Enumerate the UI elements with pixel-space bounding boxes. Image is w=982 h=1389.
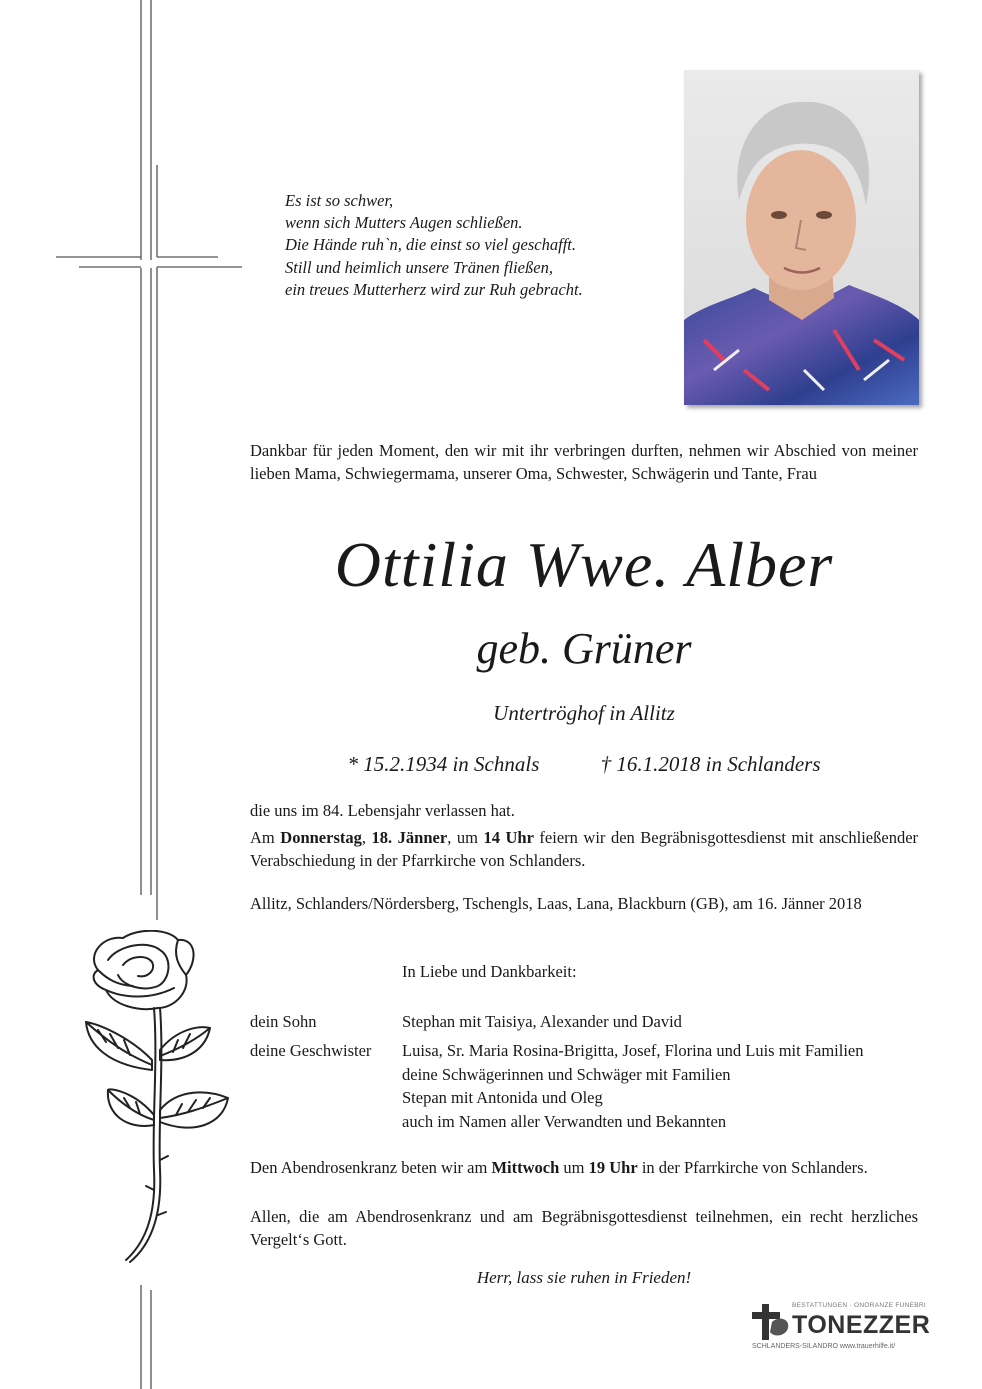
mourner-names xyxy=(402,1010,922,1034)
mourner-label: dein Sohn xyxy=(250,1012,317,1031)
birth-name: geb. Grüner xyxy=(476,624,692,673)
love-line: In Liebe und Dankbarkeit: xyxy=(402,962,577,981)
poem-line: Still und heimlich unsere Tränen fließen, xyxy=(285,257,553,277)
poem xyxy=(285,190,645,301)
rosary-text: in der Pfarrkirche von Schlanders. xyxy=(637,1158,868,1177)
rosary-info xyxy=(250,1157,918,1180)
mourner-line: Stepan mit Antonida und Oleg xyxy=(402,1088,603,1107)
life-dates xyxy=(250,751,918,777)
funeral-day: Donnerstag xyxy=(280,828,362,847)
rosary-text: Den Abendrosenkranz beten wir am xyxy=(250,1158,492,1177)
funeral-date: 18. Jänner xyxy=(371,828,448,847)
funeral-text: feiern wir den Begräbnisgottesdienst mit anschließender Verabschiedung in der Pfarrkirche von Schlanders. xyxy=(250,828,919,870)
mourner-names xyxy=(402,1039,922,1133)
logo-tagline: BESTATTUNGEN · ONORANZE FUNEBRI xyxy=(792,1302,927,1309)
portrait-photo xyxy=(684,70,919,405)
rosary-time: 19 Uhr xyxy=(588,1158,638,1177)
birth-date: * 15.2.1934 in Schnals xyxy=(347,752,540,776)
funeral-home-logo xyxy=(752,1302,931,1358)
mourner-label: deine Geschwister xyxy=(250,1041,372,1060)
death-date: † 16.1.2018 in Schlanders xyxy=(600,752,821,776)
rose-illustration xyxy=(78,930,238,1270)
poem-line: ein treues Mutterherz wird zur Ruh gebracht. xyxy=(285,279,583,299)
logo-name: TONEZZER xyxy=(792,1311,931,1339)
cross-logo-icon xyxy=(752,1304,790,1340)
funeral-text: , um xyxy=(447,828,484,847)
mourner-line: auch im Namen aller Verwandten und Bekannten xyxy=(402,1111,727,1131)
funeral-text: , xyxy=(361,828,372,847)
mourner-line: deine Schwägerinnen und Schwäger mit Familien xyxy=(402,1064,731,1084)
rosary-text: um xyxy=(559,1158,589,1177)
mourner-line: Stephan mit Taisiya, Alexander und David xyxy=(402,1012,682,1031)
poem-line: Die Hände ruh`n, die einst so viel geschafft. xyxy=(285,235,576,255)
funeral-time: 14 Uhr xyxy=(483,828,534,847)
farm-name: Untertröghof in Allitz xyxy=(493,701,675,725)
funeral-text: Am xyxy=(250,828,281,847)
closing-line: Herr, lass sie ruhen in Frieden! xyxy=(476,1268,692,1287)
mourner-line: Luisa, Sr. Maria Rosina-Brigitta, Josef, Florina und Luis mit Familien xyxy=(402,1041,864,1060)
funeral-info xyxy=(250,827,918,872)
place-date: Allitz, Schlanders/Nördersberg, Tschengls, Laas, Lana, Blackburn (GB), am 16. Jänner 2018 xyxy=(250,894,862,913)
thanks-text: Allen, die am Abendrosenkranz und am Begräbnisgottesdienst teilnehmen, ein recht herzliches Vergelt‘s Gott. xyxy=(250,1207,918,1249)
poem-line: wenn sich Mutters Augen schließen. xyxy=(285,213,523,233)
intro-text: Dankbar für jeden Moment, den wir mit ihr verbringen durften, nehmen wir Abschied von meiner lieben Mama, Schwiegermama, unserer Oma, Schwester, Schwägerin und Tante, Frau xyxy=(250,441,918,483)
rosary-day: Mittwoch xyxy=(491,1158,560,1177)
deceased-name: Ottilia Wwe. Alber xyxy=(334,529,834,600)
poem-line: Es ist so schwer, xyxy=(285,191,394,210)
age-line: die uns im 84. Lebensjahr verlassen hat. xyxy=(250,801,515,820)
logo-address: SCHLANDERS-SILANDRO www.trauerhilfe.it/ xyxy=(752,1343,896,1350)
